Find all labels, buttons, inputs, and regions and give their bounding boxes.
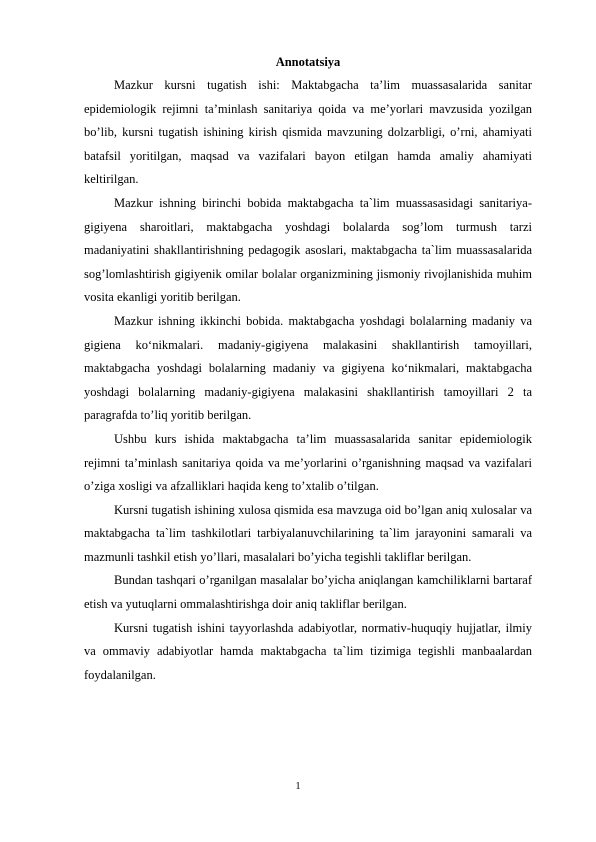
paragraph-goals: Ushbu kurs ishida maktabgacha ta’lim muassasalarida sanitar epidemiologik rejimni ta’minlash sanitariya qoida va me’yorlarini o’rganishning maqsad va vazifalari o’ziga xosligi va afzalliklari haqida keng to’xtalib o’tilgan. <box>84 431 532 494</box>
page-number: 1 <box>295 781 301 792</box>
paragraph-shortcomings: Bundan tashqari o’rganilgan masalalar bo’yicha aniqlangan kamchiliklarni bartaraf etish va yutuqlarni ommalashtirishga doir aniq takliflar berilgan. <box>84 573 532 612</box>
paragraph-chapter-two: Mazkur ishning ikkinchi bobida. maktabgacha yoshdagi bolalarning madaniy va gigiena ko‘nikmalari. madaniy-gigiyena malakasini shakllantirish tamoyillari, maktabgacha yoshdagi bolalarning madaniy va gigiyena ko‘nikmalari, maktabgacha yoshdagi bolalarning madaniy-gigiyena malakasini shakllantirish tamoyillari 2 ta paragrafda to’liq yoritib berilgan. <box>84 313 532 423</box>
paragraph-sources: Kursni tugatish ishini tayyorlashda adabiyotlar, normativ-huquqiy hujjatlar, ilmiy va ommaviy adabiyotlar hamda maktabgacha ta`lim tizimiga tegishli manbaalardan foydalanilgan. <box>84 620 532 682</box>
paragraph-chapter-one: Mazkur ishning birinchi bobida maktabgacha ta`lim muassasasidagi sanitariya-gigiyena sharoitlari, maktabgacha yoshdagi bolalarda sog’lom turmush tarzi madaniyatini shakllantirishning pedagogik asoslari, maktabgacha ta`lim muassasalarida sog’lomlashtirish gigiyenik omilar bolalar organizmining jismoniy rivojlanishida muhim vosita ekanligi yoritib berilgan. <box>84 195 532 305</box>
paragraph-intro: Mazkur kursni tugatish ishi: Maktabgacha ta’lim muassasalarida sanitar epidemiologik rejimni ta’minlash sanitariya qoida va me’yorlari mavzusida yozilgan bo’lib, kursni tugatish ishining kirish qismida mavzuning dolzarbligi, o’rni, ahamiyati batafsil yoritilgan, maqsad va vazifalari bayon etilgan hamda amaliy ahamiyati keltirilgan. <box>84 78 532 187</box>
document-page <box>84 55 532 687</box>
paragraph-conclusion: Kursni tugatish ishining xulosa qismida esa mavzuga oid bo’lgan aniq xulosalar va maktabgacha ta`lim tashkilotlari tarbiyalanuvchilarining ta`lim jarayonini samarali va mazmunli tashkil etish yo’llari, masalalari bo’yicha tegishli takliflar berilgan. <box>84 502 532 564</box>
document-title: Annotatsiya <box>275 55 341 69</box>
